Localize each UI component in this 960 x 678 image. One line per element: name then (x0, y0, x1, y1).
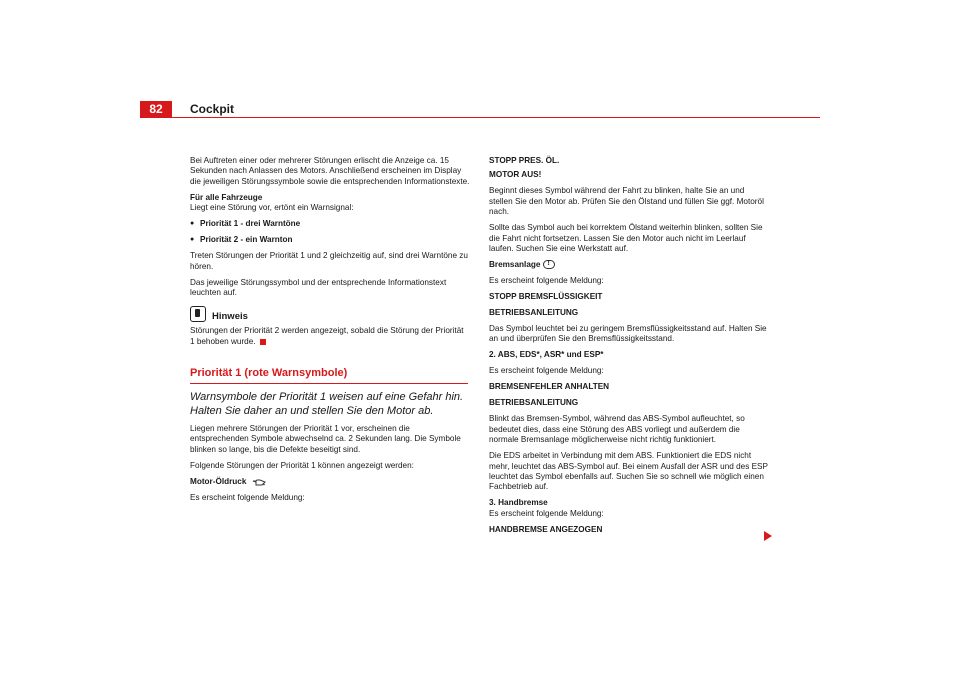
display-message: BREMSENFEHLER ANHALTEN (489, 382, 610, 392)
note-title: Hinweis (212, 311, 248, 323)
paragraph: Bei Auftreten einer oder mehrerer Störungen erlischt die Anzeige ca. 15 Sekunden nach Anlassen des Motors. Anschließend erscheinen im Display die jeweiligen Störungssymbole sowie die entsprechenden Informationstexte. (190, 156, 470, 186)
note-heading (190, 306, 470, 322)
paragraph: Es erscheint folgende Meldung: (190, 492, 305, 502)
brake-warning-icon (543, 260, 555, 269)
paragraph: Sollte das Symbol auch bei korrektem Ölstand weiterhin blinken, sollten Sie die Fahrt nicht fortsetzen. Lassen Sie den Motor auch nicht im Leerlauf laufen. Suchen Sie eine Werkstatt auf. (489, 223, 763, 254)
next-page-arrow-icon[interactable] (764, 531, 772, 541)
display-message: BETRIEBSANLEITUNG (489, 308, 579, 318)
header-rule (172, 117, 820, 118)
paragraph: Die EDS arbeitet in Verbindung mit dem ABS. Funktioniert die EDS nicht mehr, leuchtet das ABS-Symbol auf. Bei einem Ausfall der ASR und des ESP leuchtet das Symbol ebenfalls auf. Suchen Sie so schnell wie möglich einen Fachbetrieb auf. (489, 451, 768, 492)
paragraph: Folgende Störungen der Priorität 1 können angezeigt werden: (190, 460, 414, 470)
end-of-section-icon (260, 339, 266, 345)
paragraph: Liegt eine Störung vor, ertönt ein Warnsignal: (190, 203, 354, 213)
paragraph: Liegen mehrere Störungen der Priorität 1 vor, erscheinen die entsprechenden Symbole abwechselnd ca. 2 Sekunden lang. Die Symbole blinken so lange, bis die Defekte beseitigt sind. (190, 423, 461, 454)
paragraph: Es erscheint folgende Meldung: (489, 508, 604, 518)
right-column (489, 156, 769, 541)
paragraph: Blinkt das Bremsen-Symbol, während das ABS-Symbol aufleuchtet, so bedeutet dies, dass eine Störung des ABS vorliegt und außerdem die normale Bremsanlage möglicherweise nicht richtig funktioniert. (489, 414, 745, 445)
paragraph: Es erscheint folgende Meldung: (489, 276, 604, 286)
paragraph: Beginnt dieses Symbol während der Fahrt zu blinken, halte Sie an und stellen Sie den Motor ab. Prüfen Sie den Ölstand und füllen Sie ggf. Motoröl nach. (489, 186, 764, 217)
subheading-abs: 2. ABS, EDS*, ASR* und ESP* (489, 350, 604, 360)
left-column (190, 156, 470, 509)
page-number: 82 (149, 102, 163, 116)
list-item: ● Priorität 1 - drei Warntöne (190, 219, 470, 229)
paragraph: Es erscheint folgende Meldung: (489, 366, 604, 376)
subheading-bremsanlage: Bremsanlage! (489, 260, 769, 270)
display-message: STOPP BREMSFLÜSSIGKEIT (489, 292, 603, 302)
paragraph: Das jeweilige Störungssymbol und der entsprechende Informationstext leuchten auf. (190, 277, 447, 298)
display-message: STOPP PRES. ÖL. (489, 156, 560, 165)
section-title: Priorität 1 (rote Warnsymbole) (190, 367, 348, 380)
subheading-fahrzeuge: Für alle Fahrzeuge (190, 192, 263, 202)
paragraph: Das Symbol leuchtet bei zu geringem Bremsflüssigkeitsstand auf. Halten Sie an und überprüfen Sie den Bremsflüssigkeitsstand. (489, 324, 767, 344)
oil-can-icon (252, 478, 266, 486)
section-rule (190, 383, 468, 384)
page-title: Cockpit (190, 102, 235, 116)
note-text: Störungen der Priorität 2 werden angezeigt, sobald die Störung der Priorität 1 behoben wurde. (190, 326, 464, 346)
section-lead: Warnsymbole der Priorität 1 weisen auf eine Gefahr hin. Halten Sie daher an und stellen Sie den Motor ab. (190, 391, 464, 418)
display-message: BETRIEBSANLEITUNG (489, 398, 579, 408)
paragraph: Treten Störungen der Priorität 1 und 2 gleichzeitig auf, sind drei Warntöne zu hören. (190, 251, 468, 271)
subheading-handbremse: 3. Handbremse (489, 498, 548, 508)
subheading-oeldruck: Motor-Öldruck (190, 477, 470, 487)
display-message: MOTOR AUS! (489, 170, 542, 180)
display-message: HANDBREMSE ANGEZOGEN (489, 524, 603, 534)
list-item: ● Priorität 2 - ein Warnton (190, 235, 470, 245)
info-note-icon (190, 306, 206, 322)
